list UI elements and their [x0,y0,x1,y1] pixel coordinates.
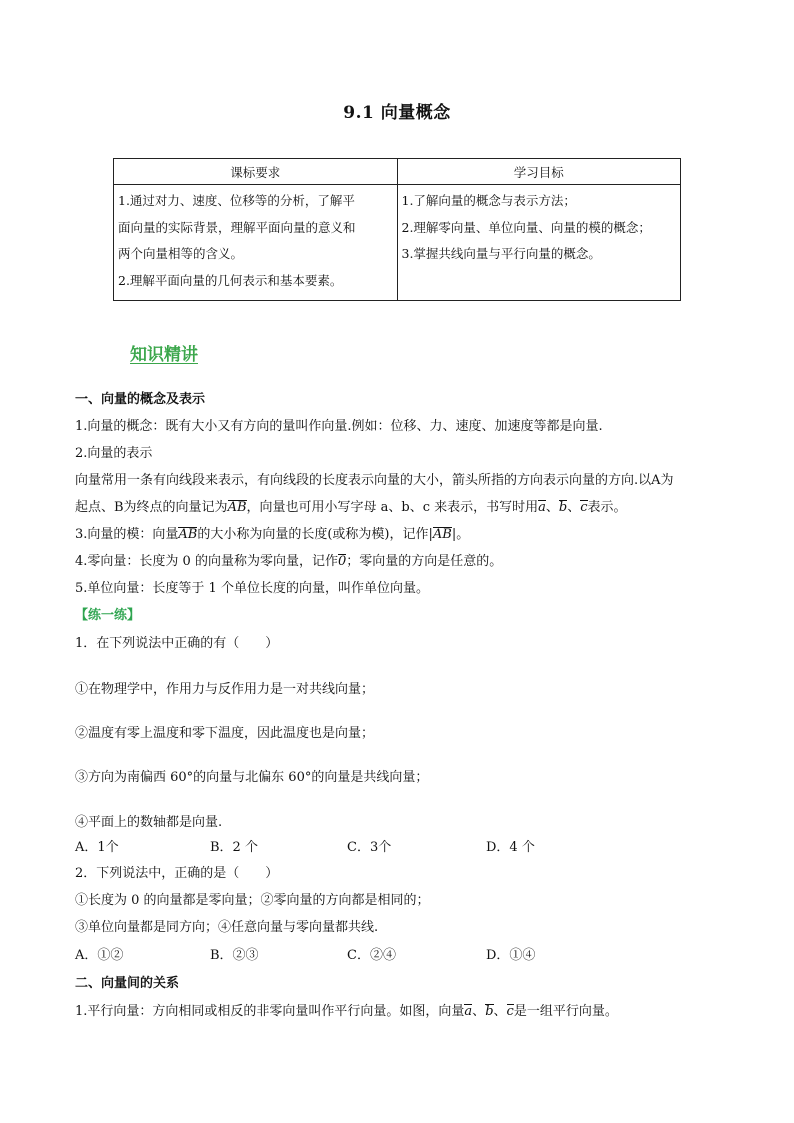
question-2-stem: 2．下列说法中，正确的是（ ） [75,866,279,881]
vector-ab-symbol: AB [432,527,452,542]
page-title: 9.1 向量概念 [343,103,451,123]
vector-a-symbol: a [464,1004,473,1019]
question-1-option-a: A．1个 [75,840,119,855]
question-1-stem: 1．在下列说法中正确的有（ ） [75,636,279,651]
zero-vector-symbol: 0 [337,554,347,569]
vector-representation-line1: 向量常用一条有向线段来表示，有向线段的长度表示向量的大小，箭头所指的方向表示向量的方向.以A为 [75,473,674,488]
vector-concept: 1.向量的概念：既有大小又有方向的量叫作向量.例如：位移、力、速度、加速度等都是向量. [75,419,603,434]
vector-a-symbol: a [538,500,546,515]
question-2-option-c: C．②④ [347,948,396,963]
practice-label: 【练一练】 [75,608,141,623]
text-line: 1.通过对力、速度、位移等的分析，了解平 [118,193,355,208]
unit-vector: 5.单位向量：长度等于 1 个单位长度的向量，叫作单位向量。 [75,581,429,596]
vector-b-symbol: b [485,1004,494,1019]
question-1-statement-4: ④平面上的数轴都是向量. [75,815,223,830]
question-2-option-d: D．①④ [486,948,536,963]
question-1-option-b: B．2 个 [210,840,258,855]
question-1-statement-2: ②温度有零上温度和零下温度，因此温度也是向量； [75,726,375,741]
section-heading-knowledge: 知识精讲 [130,345,198,365]
vector-magnitude: 3.向量的模：向量AB的大小称为向量的长度(或称为模)，记作|AB|。 [75,527,470,542]
text-line: 2.理解平面向量的几何表示和基本要素。 [118,272,343,288]
question-1-option-d: D．4 个 [486,840,535,855]
part2-heading: 二、向量间的关系 [75,976,180,991]
standard-requirements-cell [114,185,398,301]
table-header-standard: 课标要求 [114,159,398,185]
question-2-statement-1: ①长度为 0 的向量都是零向量；②零向量的方向都是相同的； [75,893,430,908]
question-2-statement-2: ③单位向量都是同方向；④任意向量与零向量都共线. [75,920,379,935]
vector-ab-symbol: AB [178,527,198,542]
learning-goals-cell [397,185,681,301]
vector-b-symbol: b [558,500,568,515]
question-1-option-c: C．3个 [347,840,392,855]
question-1-statement-1: ①在物理学中，作用力与反作用力是一对共线向量； [75,682,375,697]
parallel-vectors: 1.平行向量：方向相同或相反的非零向量叫作平行向量。如图，向量a、b、c是一组平行向量。 [75,1004,618,1019]
text-line: 2.理解零向量、单位向量、向量的模的概念； [401,219,651,235]
table-header-goals: 学习目标 [397,159,681,185]
requirements-table [113,158,681,301]
text-line: 3.掌握共线向量与平行向量的概念。 [401,246,601,261]
zero-vector: 4.零向量：长度为 0 的向量称为零向量，记作0；零向量的方向是任意的。 [75,554,503,569]
question-2-option-a: A．①② [75,948,124,963]
vector-representation-line2: 起点、B为终点的向量记为AB，向量也可用小写字母 a、b、c 来表示，书写时用a、b、c表示。 [75,500,627,515]
text-line: 两个向量相等的含义。 [118,246,244,261]
vector-c-symbol: c [506,1004,514,1019]
question-2-option-b: B．②③ [210,948,259,963]
table-row [114,185,681,301]
table-header-row [114,159,681,185]
vector-representation-title: 2.向量的表示 [75,446,153,461]
text-line: 1.了解向量的概念与表示方法； [401,193,576,208]
vector-c-symbol: c [580,500,588,515]
part1-heading: 一、向量的概念及表示 [75,392,206,407]
vector-ab-symbol: AB [227,500,247,515]
question-1-statement-3: ③方向为南偏西 60°的向量与北偏东 60°的向量是共线向量； [75,770,429,785]
text-line: 面向量的实际背景，理解平面向量的意义和 [118,219,356,235]
